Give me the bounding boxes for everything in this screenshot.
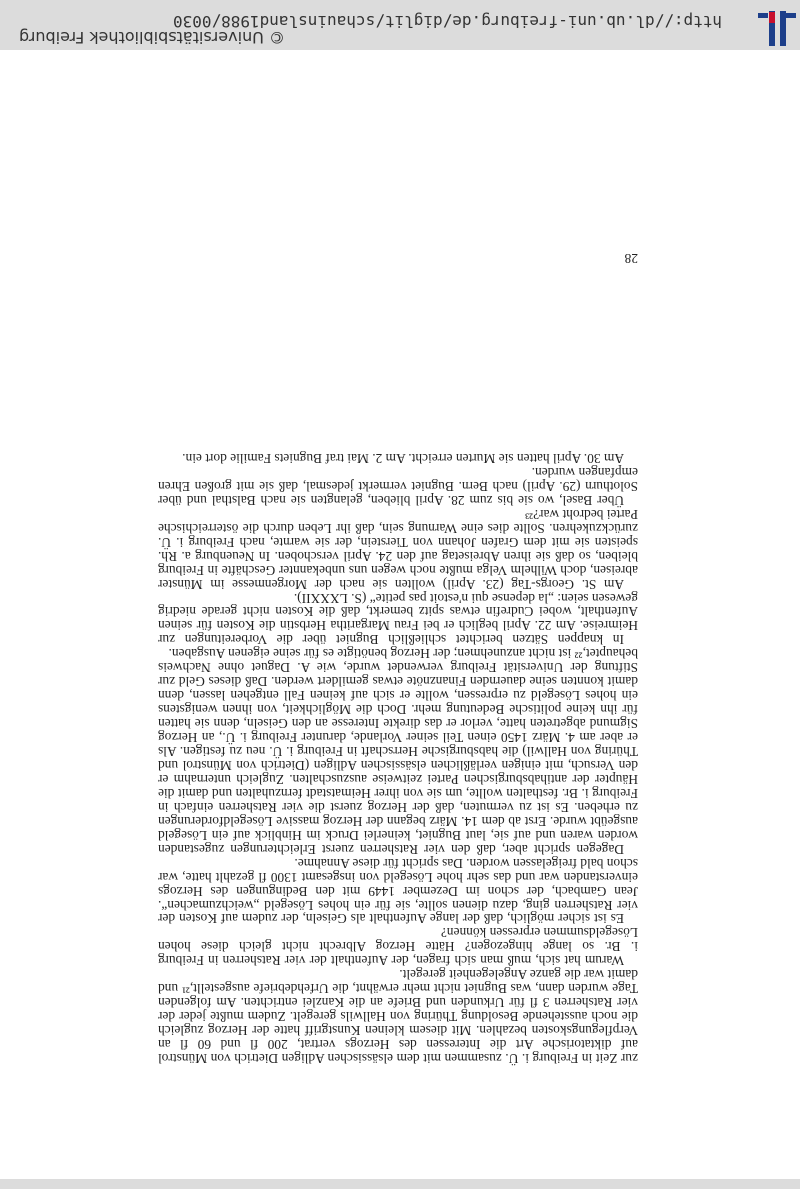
paragraph: Am 30. April hatten sie Murten erreicht. Am 2. Mai traf Bugniets Familie dort ein. xyxy=(182,451,624,467)
paragraph: Dagegen spricht aber, daß den vier Ratsherren zuerst Erleichterungen zugestanden worden waren und auf sie, laut Bugniet, keinerlei Druck im Hinblick auf ein Lösegeld ausgeübt wurde. Erst ab dem 14. März begann der Herzog massive Lösegeldforderungen zu erheben. Es ist zu vermuten, daß der Herzog zuerst die vier Ratsherren einfach in Freiburg i. Br. festhalten wollte, um sie von ihrer Heimatstadt fernzuhalten und damit die Häupter der antihabsburgischen Partei zeitweise auszuschalten. Zugleich unternahm er den Versuch, mit einigen verläßlichen elsässischen Adligen (Dietrich von Münstrol und Thüring von Hallwil) die habsburgische Herrschaft in Freiburg i. Ü. neu zu festigen. Als er aber am 4. März 1450 einen Teil seiner Vorlande, darunter Freiburg i. Ü., an Herzog Sigmund abgetreten hatte, verlor er das direkte Interesse an den Geiseln, denn sie hatten für ihn keine politische Bedeutung mehr. Doch die Möglichkeit, von ihnen wenigstens ein hohes Lösegeld zu erpressen, wollte er sich auf keinen Fall entgehen lassen, denn damit konnten seine dauernden Finanznöte etwas gemildert werden. Daß dieses Geld zur Stiftung der Universität Freiburg verwendet wurde, wie A. Daguet ohne Nachweis behauptet,²² ist nicht anzunehmen; der Herzog benötigte es für seine eigenen Ausgaben. xyxy=(158,646,638,857)
body-text xyxy=(158,451,638,1065)
paragraph: Am St. Georgs-Tag (23. April) wollten sie nach der Morgenmesse im Münster abreisen, doch Wilhelm Velga mußte noch wegen uns unbekannter Geschäfte in Freiburg bleiben, so daß sie ihren Abreisetag auf den 24. April verschoben. In Neuenburg a. Rh. speisten sie mit dem Grafen Johann von Tierstein, der sie warnte, nach Freiburg i. Ü. zurückzukehren. Sollte dies eine Warnung sein, daß ihr Leben durch die österreichische Partei bedroht war?²³ xyxy=(158,506,638,592)
viewer-edge-strip xyxy=(0,1179,800,1189)
university-logo-icon xyxy=(744,0,800,50)
paragraph: Es ist sicher möglich, daß der lange Aufenthalt als Geiseln, der zudem auf Kosten der vier Ratsherren ging, dazu dienen sollte, sie für ein hohes Lösegeld „weichzumachen“. Jean Gambach, der schon im Dezember 1449 mit den Bedingungen des Herzogs einverstanden war und das sehr hohe Lösegeld von insgesamt 1300 fl gezahlt hatte, war schon bald freigelassen worden. Das spricht für diese Annahme. xyxy=(158,855,638,927)
paragraph: Warum hat sich, muß man sich fragen, der Aufenthalt der vier Ratsherren in Freiburg i. Br. so lange hingezogen? Hätte Herzog Albrecht nicht gleich diese hohen Lösegeldsummen erpressen können? xyxy=(158,925,638,969)
copyright-credit: © Universitätsbibliothek Freiburg xyxy=(18,28,285,47)
paragraph: Über Basel, wo sie bis zum 28. April blieben, gelangten sie nach Balsthal und über Solothurn (29. April) nach Bern. Bugniet vermerkt jedesmal, daß sie mit großen Ehren empfangen wurden. xyxy=(158,464,638,508)
page-number: 28 xyxy=(624,251,638,266)
paragraph: In knappen Sätzen berichtet schließlich Bugniet über die Vorbereitungen zur Heimreise. Am 22. April beglich er bei Frau Margaritha Herbstin die Kosten für seinen Aufenthalt, wobei Cudrefin etwas spitz bemerkt, daß die Kosten nicht gerade niedrig gewesen seien: „la depense qui n'estoit pas petite“ (S. LXXXII). xyxy=(158,590,638,648)
paragraph: zur Zeit in Freiburg i. Ü. zusammen mit dem elsässischen Adligen Dietrich von Münstrol auf diktatorische Art die Interessen des Herzogs vertrat, 200 fl und 60 fl an Verpflegungskosten bezahlen. Mit diesem kleinen Kunstgriff hatte der Herzog zugleich die noch ausstehende Besoldung Thüring von Hallwils geregelt. Zudem mußte jeder der vier Ratsherren 3 fl für Urkunden und Briefe an die Kanzlei entrichten. Am folgenden Tage wurden dann, was Bugniet nicht mehr erwähnt, die Urfehdebriefe ausgestellt,²¹ und damit war die ganze Angelegenheit geregelt. xyxy=(158,967,638,1066)
permalink-url[interactable]: http://dl.ub.uni-freiburg.de/diglit/schauinsland1988/0030 xyxy=(172,12,722,31)
footer-bar xyxy=(0,0,800,50)
